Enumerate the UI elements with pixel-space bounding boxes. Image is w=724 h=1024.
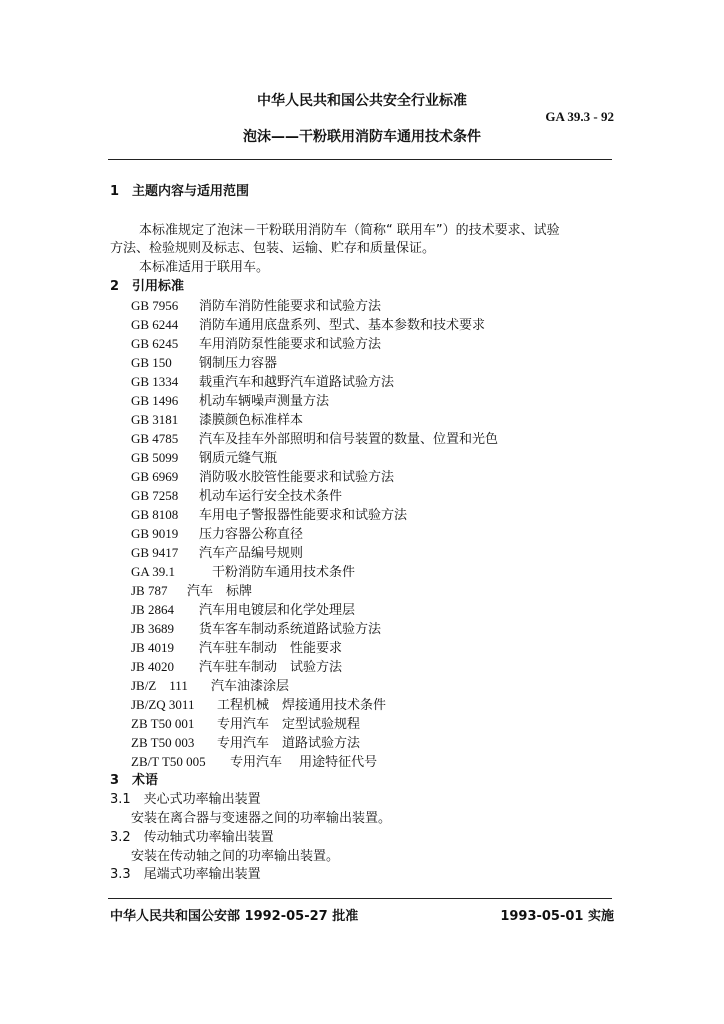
reference-code: GB 9417 bbox=[131, 545, 179, 560]
reference-item bbox=[131, 677, 289, 696]
reference-title: 干粉消防车通用技术条件 bbox=[199, 565, 356, 580]
reference-title: 车用电子警报器性能要求和试验方法 bbox=[199, 508, 408, 523]
reference-title: 汽车驻车制动 试验方法 bbox=[199, 660, 343, 675]
reference-title: 货车客车制动系统道路试验方法 bbox=[199, 622, 382, 637]
reference-title: 钢制压力容器 bbox=[199, 356, 278, 371]
reference-code: GB 1496 bbox=[131, 393, 179, 408]
reference-title: 汽车产品编号规则 bbox=[199, 546, 304, 561]
reference-code: GB 3181 bbox=[131, 412, 179, 427]
reference-item bbox=[131, 468, 394, 487]
reference-title: 工程机械 焊接通用技术条件 bbox=[217, 698, 387, 713]
reference-code: GB 6969 bbox=[131, 469, 179, 484]
reference-title: 汽车驻车制动 性能要求 bbox=[199, 641, 343, 656]
reference-title: 专用汽车 定型试验规程 bbox=[217, 717, 361, 732]
reference-title: 消防车通用底盘系列、型式、基本参数和技术要求 bbox=[199, 318, 486, 333]
reference-item bbox=[131, 316, 485, 335]
reference-item bbox=[131, 639, 342, 658]
reference-item bbox=[131, 354, 277, 373]
effective-date: 1993-05-01 实施 bbox=[500, 909, 614, 924]
reference-title: 汽车油漆涂层 bbox=[211, 679, 290, 694]
reference-title: 车用消防泵性能要求和试验方法 bbox=[199, 337, 382, 352]
reference-code: ZB T50 001 bbox=[131, 716, 195, 731]
reference-code: ZB/T T50 005 bbox=[131, 754, 206, 769]
reference-code: GB 9019 bbox=[131, 526, 179, 541]
reference-code: JB 2864 bbox=[131, 602, 174, 617]
reference-code: GB 6244 bbox=[131, 317, 179, 332]
term-3-3-heading: 3.3 尾端式功率输出装置 bbox=[110, 867, 261, 882]
reference-item bbox=[131, 582, 252, 601]
reference-title: 载重汽车和越野汽车道路试验方法 bbox=[199, 375, 395, 390]
term-3-2-body: 安装在传动轴之间的功率输出装置。 bbox=[131, 849, 340, 864]
reference-item bbox=[131, 658, 342, 677]
reference-item bbox=[131, 563, 355, 582]
reference-title: 专用汽车 道路试验方法 bbox=[217, 736, 361, 751]
term-3-1-body: 安装在离合器与变速器之间的功率输出装置。 bbox=[131, 811, 392, 826]
reference-code: JB 4019 bbox=[131, 640, 174, 655]
term-3-1-heading: 3.1 夹心式功率输出装置 bbox=[110, 792, 261, 807]
reference-code: JB 3689 bbox=[131, 621, 174, 636]
reference-item bbox=[131, 696, 386, 715]
reference-code: GB 7258 bbox=[131, 488, 179, 503]
reference-code: GB 1334 bbox=[131, 374, 179, 389]
reference-title: 消防车消防性能要求和试验方法 bbox=[199, 299, 382, 314]
approval-line: 中华人民共和国公安部 1992-05-27 批准 bbox=[110, 909, 359, 924]
reference-item bbox=[131, 392, 329, 411]
reference-item bbox=[131, 734, 360, 753]
reference-code: JB/Z 111 bbox=[131, 678, 188, 693]
reference-code: JB 4020 bbox=[131, 659, 174, 674]
term-3-2-heading: 3.2 传动轴式功率输出装置 bbox=[110, 830, 274, 845]
reference-code: GB 8108 bbox=[131, 507, 179, 522]
reference-code: GB 7956 bbox=[131, 298, 179, 313]
section-1-para1-line1: 本标准规定了泡沫－干粉联用消防车（简称“ 联用车”）的技术要求、试验 bbox=[139, 223, 560, 238]
reference-title: 机动车运行安全技术条件 bbox=[199, 489, 343, 504]
header-rule bbox=[108, 159, 612, 160]
reference-item bbox=[131, 430, 498, 449]
reference-item bbox=[131, 753, 377, 772]
section-3-heading: 3 术语 bbox=[110, 773, 159, 788]
reference-item bbox=[131, 449, 277, 468]
reference-item bbox=[131, 373, 394, 392]
reference-code: GA 39.1 bbox=[131, 564, 176, 579]
section-1-para2: 本标准适用于联用车。 bbox=[139, 260, 270, 275]
reference-item bbox=[131, 715, 360, 734]
reference-title: 压力容器公称直径 bbox=[199, 527, 304, 542]
standard-number: GA 39.3 - 92 bbox=[545, 109, 614, 124]
issuing-body-title: 中华人民共和国公共安全行业标准 bbox=[257, 93, 467, 109]
reference-item bbox=[131, 487, 342, 506]
reference-item bbox=[131, 620, 381, 639]
reference-title: 钢质元缝气瓶 bbox=[199, 451, 278, 466]
footer-rule bbox=[108, 898, 612, 899]
reference-item bbox=[131, 411, 303, 430]
section-2-heading: 2 引用标准 bbox=[110, 279, 185, 294]
reference-title: 消防吸水胶管性能要求和试验方法 bbox=[199, 470, 395, 485]
reference-title: 汽车用电镀层和化学处理层 bbox=[199, 603, 356, 618]
reference-item bbox=[131, 335, 381, 354]
reference-title: 机动车辆噪声测量方法 bbox=[199, 394, 330, 409]
reference-code: GB 6245 bbox=[131, 336, 179, 351]
reference-code: ZB T50 003 bbox=[131, 735, 195, 750]
reference-title: 汽车 标牌 bbox=[187, 584, 253, 599]
reference-item bbox=[131, 297, 381, 316]
reference-code: GB 5099 bbox=[131, 450, 179, 465]
reference-title: 漆膜颜色标准样本 bbox=[199, 413, 304, 428]
reference-item bbox=[131, 525, 303, 544]
reference-code: GB 150 bbox=[131, 355, 172, 370]
reference-item bbox=[131, 544, 303, 563]
reference-item bbox=[131, 601, 355, 620]
section-1-heading: 1 主题内容与适用范围 bbox=[110, 184, 250, 199]
reference-title: 汽车及挂车外部照明和信号装置的数量、位置和光色 bbox=[199, 432, 499, 447]
reference-code: JB/ZQ 3011 bbox=[131, 697, 195, 712]
document-title: 泡沫——干粉联用消防车通用技术条件 bbox=[243, 129, 481, 145]
reference-code: JB 787 bbox=[131, 583, 168, 598]
reference-title: 专用汽车 用途特征代号 bbox=[230, 755, 378, 770]
reference-item bbox=[131, 506, 407, 525]
section-1-para1-line2: 方法、检验规则及标志、包装、运输、贮存和质量保证。 bbox=[110, 241, 436, 256]
reference-code: GB 4785 bbox=[131, 431, 179, 446]
